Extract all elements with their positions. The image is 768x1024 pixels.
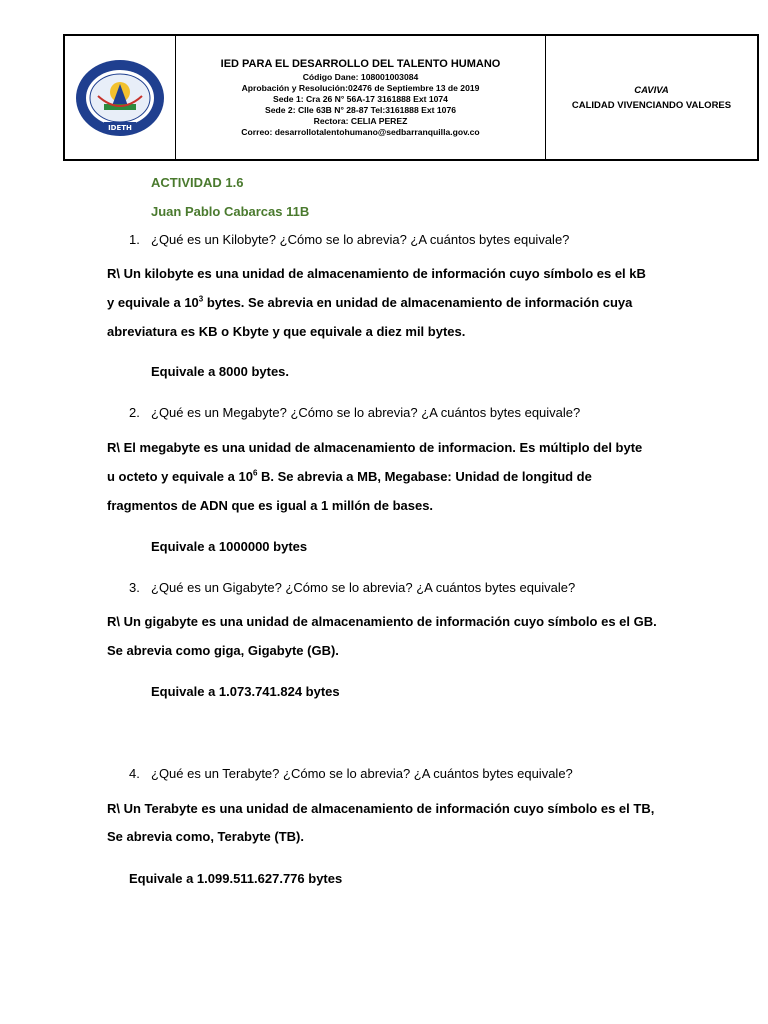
school-name: IED PARA EL DESARROLLO DEL TALENTO HUMANO	[220, 57, 501, 70]
svg-text:IDETH: IDETH	[108, 123, 132, 132]
caviva-title: CAVIVA	[634, 84, 669, 96]
answer-2-line-1: R\ El megabyte es una unidad de almacenamiento de informacion. Es múltiplo del byte	[107, 440, 643, 455]
answer-4-line-2: Se abrevia como, Terabyte (TB).	[107, 829, 304, 844]
question-2: 2. ¿Qué es un Megabyte? ¿Cómo se lo abrevia? ¿A cuántos bytes equivale?	[129, 405, 581, 420]
equivalence-4: Equivale a 1.099.511.627.776 bytes	[129, 871, 343, 886]
school-info-cell	[176, 36, 546, 159]
question-3: 3. ¿Qué es un Gigabyte? ¿Cómo se lo abrevia? ¿A cuántos bytes equivale?	[129, 580, 576, 595]
sede-1: Sede 1: Cra 26 N° 56A-17 3161888 Ext 1074	[273, 93, 448, 104]
activity-title: ACTIVIDAD 1.6	[151, 175, 244, 190]
correo: Correo: desarrollotalentohumano@sedbarranquilla.gov.co	[241, 126, 480, 137]
school-seal-icon	[74, 58, 166, 138]
letterhead-table	[63, 34, 759, 161]
answer-2-line-3: fragmentos de ADN que es igual a 1 millón de bases.	[107, 498, 434, 513]
logo-cell	[65, 36, 176, 159]
equivalence-1: Equivale a 8000 bytes.	[151, 364, 290, 379]
aprobacion: Aprobación y Resolución:02476 de Septiembre 13 de 2019	[241, 82, 480, 93]
caviva-subtitle: CALIDAD VIVENCIANDO VALORES	[571, 99, 732, 111]
answer-1-line-2: y equivale a $10^3$ bytes. Se abrevia en unidad de almacenamiento de información cuya	[107, 294, 633, 310]
motto-cell	[546, 36, 757, 159]
answer-4-line-1: R\ Un Terabyte es una unidad de almacenamiento de información cuyo símbolo es el TB,	[107, 801, 655, 816]
answer-1-line-1: R\ Un kilobyte es una unidad de almacenamiento de información cuyo símbolo es el kB	[107, 266, 646, 281]
answer-2-line-2: u octeto y equivale a $10^6$ B. Se abrevia a MB, Megabase: Unidad de longitud de	[107, 468, 592, 484]
equivalence-3: Equivale a 1.073.741.824 bytes	[151, 684, 340, 699]
answer-1-line-3: abreviatura es KB o Kbyte y que equivale a diez mil bytes.	[107, 324, 466, 339]
rectora: Rectora: CELIA PEREZ	[313, 115, 408, 126]
codigo-dane: Código Dane: 108001003084	[302, 71, 419, 82]
question-1: 1. ¿Qué es un Kilobyte? ¿Cómo se lo abrevia? ¿A cuántos bytes equivale?	[129, 232, 570, 247]
answer-3-line-2: Se abrevia como giga, Gigabyte (GB).	[107, 643, 339, 658]
equivalence-2: Equivale a 1000000 bytes	[151, 539, 308, 554]
sede-2: Sede 2: Clle 63B N° 28-87 Tel:3161888 Ext 1076	[264, 104, 457, 115]
question-4: 4. ¿Qué es un Terabyte? ¿Cómo se lo abrevia? ¿A cuántos bytes equivale?	[129, 766, 573, 781]
student-name: Juan Pablo Cabarcas 11B	[151, 204, 310, 219]
answer-3-line-1: R\ Un gigabyte es una unidad de almacenamiento de información cuyo símbolo es el GB.	[107, 614, 657, 629]
